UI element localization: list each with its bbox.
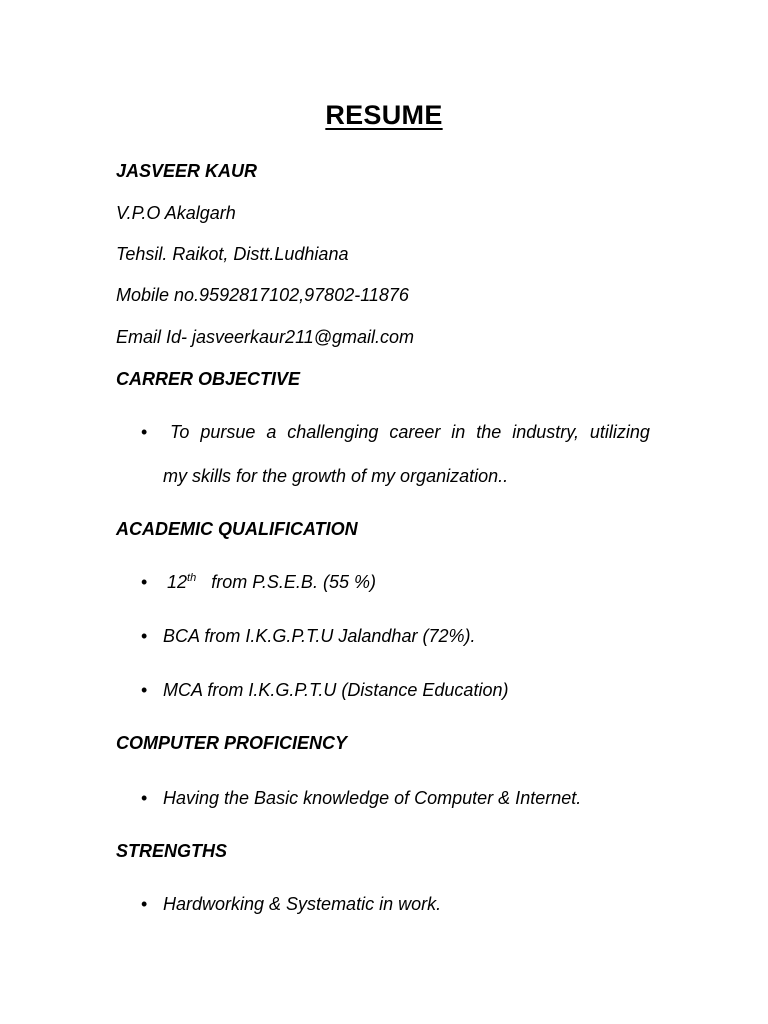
academic-heading: ACADEMIC QUALIFICATION [116, 519, 358, 539]
computer-bullet-1: • [141, 788, 148, 808]
strengths-bullet-1: • [141, 894, 148, 914]
academic-bullet-1: • [141, 572, 148, 592]
academic-item-1-grade: 12 [167, 572, 188, 592]
resume-title: RESUME [325, 100, 443, 130]
email-id: Email Id- jasveerkaur211@gmail.com [116, 327, 415, 347]
career-objective-line-1: To pursue a challenging career in the industry, utilizing [170, 422, 650, 442]
career-objective-heading: CARRER OBJECTIVE [116, 369, 301, 389]
career-bullet: • [141, 422, 148, 442]
address-line-1: V.P.O Akalgarh [116, 203, 236, 223]
career-objective-line-2: my skills for the growth of my organization.. [163, 466, 509, 486]
candidate-name: JASVEER KAUR [116, 161, 258, 181]
strengths-heading: STRENGTHS [116, 841, 228, 861]
computer-item-1: Having the Basic knowledge of Computer & Internet. [163, 788, 582, 808]
academic-item-1 [167, 572, 376, 593]
academic-item-1-suffix: th [187, 572, 197, 584]
academic-bullet-3: • [141, 680, 148, 700]
computer-proficiency-heading: COMPUTER PROFICIENCY [116, 733, 348, 753]
academic-bullet-2: • [141, 626, 148, 646]
academic-item-3: MCA from I.K.G.P.T.U (Distance Education) [163, 680, 509, 700]
academic-item-2: BCA from I.K.G.P.T.U Jalandhar (72%). [163, 626, 476, 646]
mobile-number: Mobile no.9592817102,97802-11876 [116, 285, 409, 305]
address-line-2: Tehsil. Raikot, Distt.Ludhiana [116, 244, 349, 264]
strengths-item-1: Hardworking & Systematic in work. [163, 894, 442, 914]
academic-item-1-board: from P.S.E.B. (55 %) [211, 572, 376, 592]
